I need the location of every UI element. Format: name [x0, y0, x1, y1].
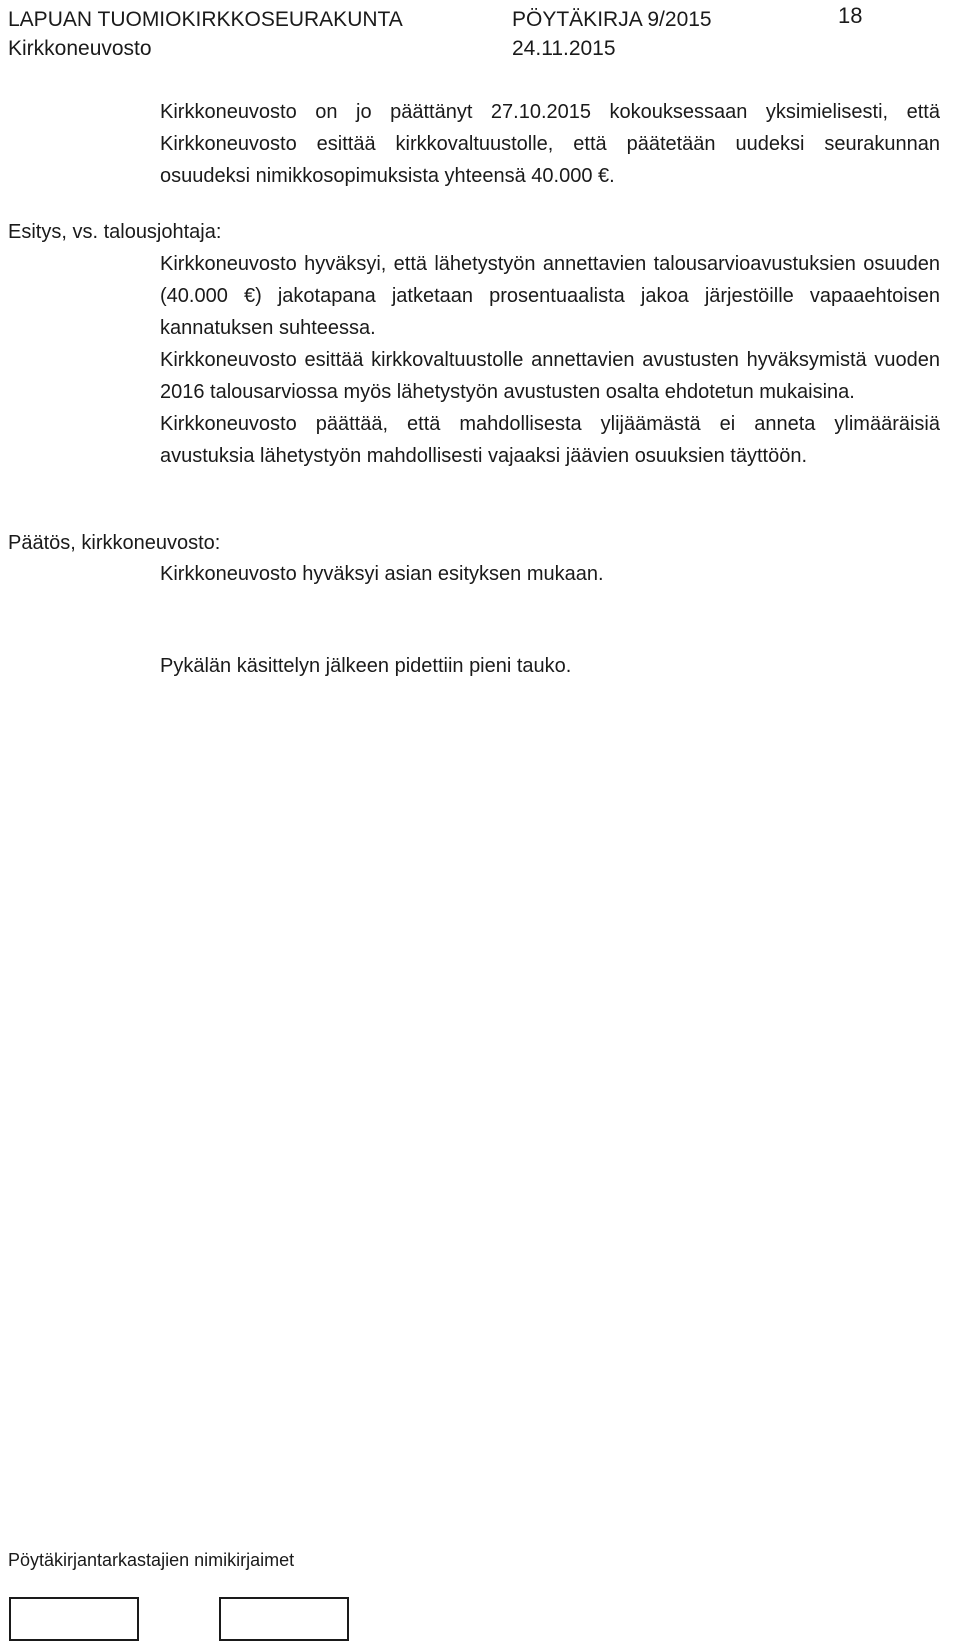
proposal-paragraph-1: Kirkkoneuvosto hyväksyi, että lähetystyön annettavien talousarvioavustuksien osuuden (40.000 €) jakotapana jatketaan prosentuaalista jakoa järjestöille vapaaehtoisen kannatuksen suhteessa. — [160, 253, 940, 339]
page-number: 18 — [838, 3, 863, 28]
footer-label: Pöytäkirjantarkastajien nimikirjaimet — [8, 1550, 295, 1570]
initials-box-1 — [9, 1597, 139, 1641]
initials-box-2 — [219, 1597, 349, 1641]
proposal-section — [160, 248, 940, 472]
note-text: Pykälän käsittelyn jälkeen pidettiin pieni tauko. — [160, 655, 572, 677]
intro-paragraph: Kirkkoneuvosto on jo päättänyt 27.10.2015 kokouksessaan yksimielisesti, että Kirkkoneuvosto esittää kirkkovaltuustolle, että päätetään uudeksi seurakunnan osuudeksi nimikkosopimuksista yhteensä 40.000 €. — [160, 101, 940, 187]
decision-label: Päätös, kirkkoneuvosto: — [8, 532, 221, 554]
intro-section — [160, 96, 940, 192]
note-section — [160, 650, 940, 682]
proposal-label: Esitys, vs. talousjohtaja: — [8, 221, 222, 243]
decision-text: Kirkkoneuvosto hyväksyi asian esityksen mukaan. — [160, 563, 604, 585]
header-document: PÖYTÄKIRJA 9/2015 — [512, 8, 712, 31]
header-organization: LAPUAN TUOMIOKIRKKOSEURAKUNTA — [8, 8, 403, 31]
proposal-paragraph-2: Kirkkoneuvosto esittää kirkkovaltuustolle annettavien avustusten hyväksymistä vuoden 2016 talousarviossa myös lähetystyön avustusten osalta ehdotetun mukaisina. — [160, 349, 940, 403]
decision-section — [160, 558, 940, 590]
header-body-name: Kirkkoneuvosto — [8, 37, 152, 60]
header-date: 24.11.2015 — [512, 37, 616, 60]
proposal-paragraph-3: Kirkkoneuvosto päättää, että mahdollisesta ylijäämästä ei anneta ylimääräisiä avustuksia lähetystyön mahdollisesti vajaaksi jäävien osuuksien täyttöön. — [160, 413, 940, 467]
